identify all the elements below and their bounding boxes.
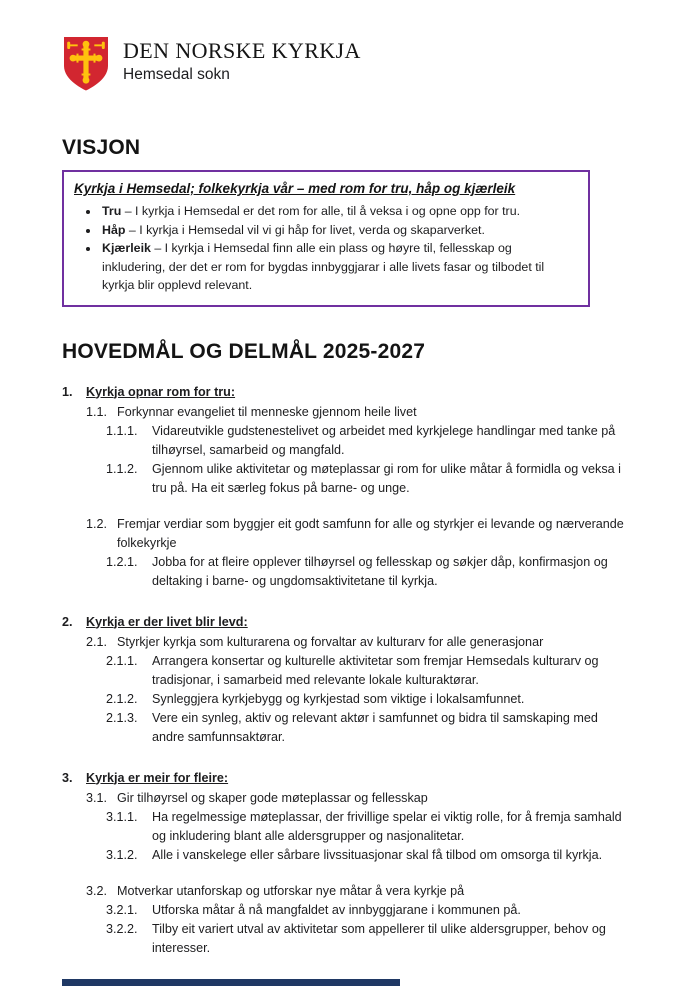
parish-name: Hemsedal sokn <box>123 66 230 83</box>
vision-box-title: Kyrkja i Hemsedal; folkekyrkja vår – med rom for tru, håp og kjærleik <box>74 181 516 196</box>
goal-number: 2.1.1. <box>106 653 138 668</box>
subgoal-group <box>62 882 627 958</box>
church-of-norway-crest-icon <box>62 35 110 98</box>
goal-item <box>106 652 627 690</box>
goal-item <box>106 920 627 958</box>
goal-text: Ha regelmessige møteplassar, der frivillige spelar ei viktig rolle, for å fremja samhald og inkludering blant alle aldersgrupper og nasjonalitetar. <box>152 809 622 843</box>
goal-text: Arrangera konsertar og kulturelle aktivitetar som fremjar Hemsedals kulturarv og tradisjonar, i samarbeid med relevante lokale kulturaktørar. <box>152 653 599 687</box>
goal-item <box>106 808 627 846</box>
goal-number: 3.1.2. <box>106 847 138 862</box>
goal-section <box>62 383 627 591</box>
goal-number: 1. <box>62 384 73 399</box>
goal-text: Styrkjer kyrkja som kulturarena og forvaltar av kulturarv for alle generasjonar <box>117 634 544 649</box>
goal-text: Jobba for at fleire opplever tilhøyrsel og fellesskap og søkjer dåp, konfirmasjon og deltaking i barne- og ungdomsaktivitetane til kyrkja. <box>152 554 608 588</box>
goal-text: Kyrkja er meir for fleire: <box>86 770 229 785</box>
goal-number: 2. <box>62 614 73 629</box>
goal-item <box>106 460 627 498</box>
goal-item <box>86 515 627 553</box>
goal-item <box>86 789 627 808</box>
goal-text: Tilby eit variert utval av aktivitetar som appellerer til ulike aldersgrupper, behov og interesser. <box>152 921 606 955</box>
goal-number: 3.1.1. <box>106 809 138 824</box>
goal-item <box>86 403 627 422</box>
vision-box <box>62 170 590 307</box>
goal-text: Motverkar utanforskap og utforskar nye måtar å vera kyrkje på <box>117 883 465 898</box>
goal-text: Kyrkja opnar rom for tru: <box>86 384 236 399</box>
vision-heading: VISJON <box>62 136 141 159</box>
goal-number: 1.2. <box>86 516 108 531</box>
goal-item <box>86 633 627 652</box>
goal-text: Alle i vanskelege eller sårbare livssituasjonar skal få tilbod om omsorga til kyrkja. <box>152 847 603 862</box>
church-logo <box>62 35 627 93</box>
goal-text: Vere ein synleg, aktiv og relevant aktør i samfunnet og bidra til samskaping med andre samfunnsaktørar. <box>152 710 598 744</box>
goal-section <box>62 613 627 747</box>
goal-item <box>106 846 627 865</box>
goal-text: Gjennom ulike aktivitetar og møteplassar gi rom for ulike måtar å formidla og veksa i tru på. Ha eit særleg fokus på barne- og unge. <box>152 461 621 495</box>
goal-text: Fremjar verdiar som byggjer eit godt samfunn for alle og styrkjer ei levande og nærverande folkekyrkje <box>117 516 624 550</box>
vision-bullets <box>74 202 576 295</box>
goals-heading: HOVEDMÅL OG DELMÅL 2025-2027 <box>62 339 426 363</box>
vision-bullet: • Håp – I kyrkja i Hemsedal vil vi gi håp for livet, verda og skaparverket. <box>100 221 576 240</box>
goal-text: Gir tilhøyrsel og skaper gode møteplassar og fellesskap <box>117 790 428 805</box>
goal-item <box>62 383 627 402</box>
goal-item <box>106 901 627 920</box>
goal-number: 3.2.1. <box>106 902 138 917</box>
subgoal-group <box>62 789 627 865</box>
goal-text: Utforska måtar å nå mangfaldet av innbyggjarane i kommunen på. <box>152 902 521 917</box>
goal-text: Forkynnar evangeliet til menneske gjennom heile livet <box>117 404 417 419</box>
goal-number: 1.1.1. <box>106 423 138 438</box>
goal-number: 1.1. <box>86 404 108 419</box>
subgoal-group <box>62 403 627 498</box>
goal-text: Kyrkja er der livet blir levd: <box>86 614 248 629</box>
next-page-table-edge <box>62 979 400 986</box>
subgoal-group <box>62 515 627 591</box>
goal-item <box>106 553 627 591</box>
goal-number: 2.1.3. <box>106 710 138 725</box>
goal-item <box>62 769 627 788</box>
goal-number: 1.1.2. <box>106 461 138 476</box>
goal-number: 2.1. <box>86 634 108 649</box>
goal-number: 3. <box>62 770 73 785</box>
org-name: DEN NORSKE KYRKJA <box>123 38 361 63</box>
goal-item <box>106 422 627 460</box>
goals-sections <box>62 383 627 958</box>
vision-bullet: • Kjærleik – I kyrkja i Hemsedal finn alle ein plass og høyre til, fellesskap og inkludering, der det er rom for bygdas innbyggjarar i alle livets fasar og tilbodet til kyrkja blir opplevd relevant. <box>100 239 576 295</box>
goal-number: 3.2. <box>86 883 108 898</box>
goal-number: 3.1. <box>86 790 108 805</box>
goal-text: Synleggjera kyrkjebygg og kyrkjestad som viktige i lokalsamfunnet. <box>152 691 525 706</box>
goal-number: 2.1.2. <box>106 691 138 706</box>
goal-item <box>62 613 627 632</box>
goal-item <box>86 882 627 901</box>
goal-item <box>106 709 627 747</box>
goal-section <box>62 769 627 958</box>
goal-number: 1.2.1. <box>106 554 138 569</box>
subgoal-group <box>62 633 627 747</box>
vision-bullet: • Tru – I kyrkja i Hemsedal er det rom for alle, til å veksa i og opne opp for tru. <box>100 202 576 221</box>
goal-text: Vidareutvikle gudstenestelivet og arbeidet med kyrkjelege handlingar med tanke på tilhøyrsel, samarbeid og mangfald. <box>152 423 616 457</box>
goal-number: 3.2.2. <box>106 921 138 936</box>
goal-item <box>106 690 627 709</box>
